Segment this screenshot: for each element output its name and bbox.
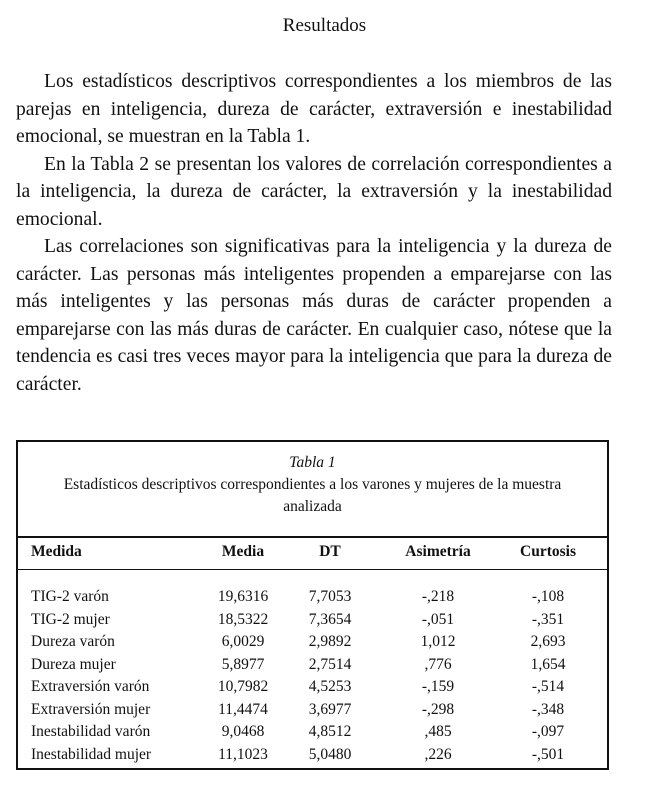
table-1 [16,440,609,770]
cell-dt: 4,5253 [308,678,352,695]
cell-curtosis: -,514 [531,678,565,695]
table-row [18,701,607,724]
table-row [18,611,607,634]
cell-curtosis: -,108 [531,588,565,605]
cell-medida: Extraversión varón [31,678,150,695]
cell-dt: 7,7053 [308,588,352,605]
cell-medida: TIG-2 mujer [31,610,110,628]
cell-media: 5,8977 [221,655,265,673]
cell-media: 10,7982 [217,678,269,695]
cell-asimetria: ,226 [424,745,452,763]
header-dt: DT [319,543,341,560]
cell-curtosis: -,351 [531,610,565,628]
cell-asimetria: -,298 [421,700,455,718]
header-media: Media [221,543,265,560]
section-heading: Resultados [282,15,367,36]
cell-media: 6,0029 [221,633,265,650]
table-caption [18,442,607,518]
cell-asimetria: ,485 [424,723,452,740]
cell-media: 19,6316 [217,588,269,605]
cell-dt: 2,9892 [308,633,352,650]
cell-dt: 7,3654 [308,610,352,628]
cell-curtosis: -,501 [531,745,565,763]
cell-media: 9,0468 [221,723,265,740]
cell-medida: TIG-2 varón [31,588,109,605]
cell-media: 11,4474 [218,700,268,718]
cell-asimetria: -,159 [421,678,455,695]
table-row [18,588,607,611]
cell-medida: Inestabilidad varón [31,723,151,740]
cell-asimetria: -,218 [421,588,455,605]
table-row [18,656,607,679]
cell-media: 11,1023 [218,745,268,763]
table-row [18,723,607,746]
table-rule-header [18,569,607,570]
cell-dt: 5,0480 [308,745,352,763]
cell-medida: Dureza mujer [31,655,116,673]
cell-medida: Dureza varón [31,633,115,650]
cell-medida: Inestabilidad mujer [31,745,152,763]
cell-asimetria: -,051 [421,610,455,628]
cell-curtosis: -,097 [531,723,565,740]
cell-curtosis: -,348 [531,700,565,718]
table-description: Estadísticos descriptivos correspondientes a los varones y mujeres de la muestra analizada [63,476,562,515]
body-text [16,68,612,398]
table-rule-top [18,536,607,538]
cell-media: 18,5322 [217,610,269,628]
table-row [18,633,607,656]
table-title: Tabla 1 [289,454,336,471]
cell-asimetria: ,776 [424,655,452,673]
cell-asimetria: 1,012 [420,633,456,650]
cell-curtosis: 2,693 [530,633,566,650]
header-asimetria: Asimetría [405,543,471,560]
cell-dt: 3,6977 [308,700,352,718]
header-curtosis: Curtosis [520,543,576,560]
table-row [18,746,607,769]
paragraph-3: Las correlaciones son significativas para la inteligencia y la dureza de carácter. Las personas más inteligentes propenden a emparejarse con las más inteligentes y las personas más duras de carácter propenden a emparejarse con las más duras de carácter. En cualquier caso, nótese que la tendencia es casi tres veces mayor para la inteligencia que para la dureza de carácter. [16,236,612,395]
paragraph-1: Los estadísticos descriptivos correspondientes a los miembros de las parejas en inteligencia, dureza de carácter, extraversión e inestabilidad emocional, se muestran en la Tabla 1. [16,71,612,147]
header-medida: Medida [31,543,82,560]
cell-medida: Extraversión mujer [31,700,151,718]
cell-curtosis: 1,654 [530,655,566,673]
table-row [18,678,607,701]
cell-dt: 2,7514 [308,655,352,673]
paragraph-2: En la Tabla 2 se presentan los valores de correlación correspondientes a la inteligencia, la dureza de carácter, la extraversión y la inestabilidad emocional. [16,153,612,230]
cell-dt: 4,8512 [308,723,352,740]
